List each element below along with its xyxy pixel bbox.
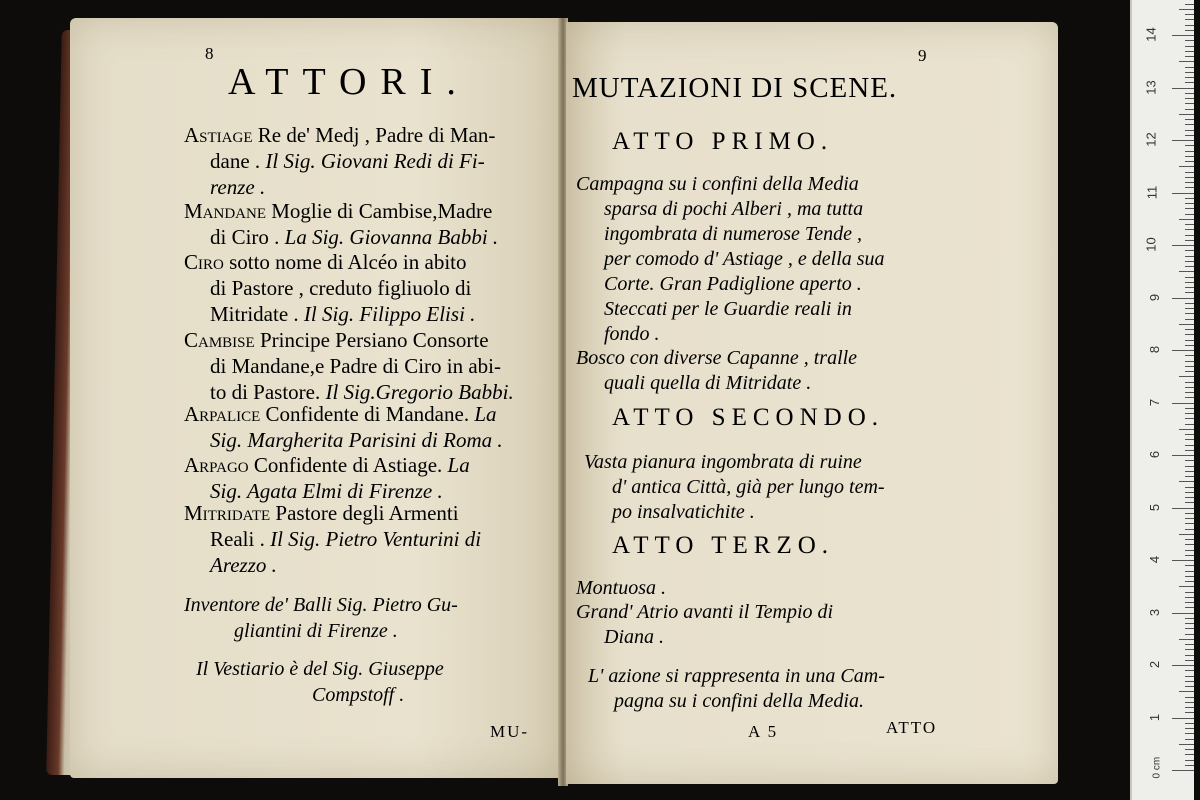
cast-entry xyxy=(184,198,554,250)
ruler-tick xyxy=(1185,408,1194,409)
ruler-tick xyxy=(1185,14,1194,15)
scene-first-line: Montuosa . xyxy=(576,577,666,599)
credit-dances xyxy=(184,592,624,644)
ruler-tick xyxy=(1185,565,1194,566)
cast-entry-line: Mitridate . Il Sig. Filippo Elisi . xyxy=(210,302,476,326)
ruler-tick xyxy=(1185,77,1194,78)
ruler-tick xyxy=(1185,460,1194,461)
ruler-tick xyxy=(1185,434,1194,435)
cast-entry-line: Sig. Margherita Parisini di Roma . xyxy=(210,428,503,452)
ruler-tick xyxy=(1185,576,1194,577)
scene-first-line: Bosco con diverse Capanne , tralle xyxy=(576,347,858,369)
ruler-tick xyxy=(1179,271,1194,272)
character-description: sotto nome di Alcéo in abito xyxy=(223,250,467,274)
ruler-tick xyxy=(1172,350,1194,351)
ruler-tick xyxy=(1179,586,1194,587)
ruler-tick xyxy=(1185,733,1194,734)
ruler-number: 9 xyxy=(1146,293,1162,301)
right-catchword: ATTO xyxy=(886,718,938,737)
ruler-tick xyxy=(1185,103,1194,104)
ruler-tick xyxy=(1172,560,1194,561)
ruler-tick xyxy=(1179,534,1194,535)
ruler-tick xyxy=(1185,581,1194,582)
cast-entry-first-line xyxy=(184,327,554,353)
ruler-tick xyxy=(1185,502,1194,503)
ruler-number: 3 xyxy=(1146,608,1162,616)
left-catchword: MU- xyxy=(490,722,530,741)
cast-entry xyxy=(184,452,554,504)
ruler-tick xyxy=(1185,4,1194,5)
ruler-tick xyxy=(1185,649,1194,650)
scene-first-line: Grand' Atrio avanti il Tempio di xyxy=(576,601,834,623)
ruler-tick xyxy=(1185,697,1194,698)
ruler-tick xyxy=(1185,754,1194,755)
ruler-tick xyxy=(1185,450,1194,451)
ruler-tick xyxy=(1179,639,1194,640)
cast-entry-line: Sig. Agata Elmi di Firenze . xyxy=(210,479,443,503)
ruler-tick xyxy=(1185,203,1194,204)
scene-line: quali quella di Mitridate . xyxy=(604,372,812,394)
ruler-number: 5 xyxy=(1146,503,1162,511)
ruler-tick xyxy=(1185,161,1194,162)
character-name: Mandane xyxy=(184,199,266,223)
character-name: Astiage xyxy=(184,123,253,147)
scene-line: d' antica Città, già per lungo tem- xyxy=(612,476,885,498)
scene-description xyxy=(576,172,885,347)
right-heading: MUTAZIONI DI SCENE. xyxy=(572,72,898,104)
act-title: ATTO PRIMO. xyxy=(612,128,834,155)
ruler-tick xyxy=(1185,208,1194,209)
cast-entry-line: Arezzo . xyxy=(210,553,277,577)
ruler-tick xyxy=(1185,371,1194,372)
scene-line: sparsa di pochi Alberi , ma tutta xyxy=(604,198,864,220)
ruler-tick xyxy=(1185,392,1194,393)
ruler-tick xyxy=(1185,282,1194,283)
ruler-tick xyxy=(1185,686,1194,687)
ruler-tick xyxy=(1185,145,1194,146)
ruler-tick xyxy=(1179,481,1194,482)
credit-costumes-line1: Il Vestiario è del Sig. Giuseppe xyxy=(196,658,444,680)
cast-entry xyxy=(184,249,554,327)
ruler-tick xyxy=(1185,518,1194,519)
cast-entry-line: renze . xyxy=(210,175,266,199)
ruler-tick xyxy=(1185,303,1194,304)
ruler-tick xyxy=(1185,240,1194,241)
ruler-tick xyxy=(1185,634,1194,635)
ruler-number: 2 xyxy=(1146,660,1162,669)
ruler-tick xyxy=(1185,19,1194,20)
character-name: Arpago xyxy=(184,453,249,477)
ruler-tick xyxy=(1185,182,1194,183)
ruler-tick xyxy=(1185,313,1194,314)
ruler-tick xyxy=(1185,25,1194,26)
ruler-tick xyxy=(1185,397,1194,398)
ruler-tick xyxy=(1185,198,1194,199)
ruler-tick xyxy=(1185,602,1194,603)
character-name: Ciro xyxy=(184,250,224,274)
ruler-tick xyxy=(1179,324,1194,325)
ruler-tick xyxy=(1185,702,1194,703)
ruler-tick xyxy=(1185,329,1194,330)
ruler-tick xyxy=(1185,72,1194,73)
ruler-tick xyxy=(1185,497,1194,498)
credit-dances-line1: Inventore de' Balli Sig. Pietro Gu- xyxy=(184,594,458,616)
credit-costumes-line2: Compstoff . xyxy=(312,684,405,706)
ruler-tick xyxy=(1185,439,1194,440)
cast-entry-first-line xyxy=(184,198,554,224)
character-description: Pastore degli Armenti xyxy=(270,501,459,525)
cast-entry xyxy=(184,500,554,578)
ruler-tick xyxy=(1185,261,1194,262)
ruler-tick xyxy=(1185,340,1194,341)
character-description: Re de' Medj , Padre di Man- xyxy=(252,123,496,147)
measuring-ruler xyxy=(1130,0,1194,800)
ruler-tick xyxy=(1185,51,1194,52)
cast-entry-line: di Mandane,e Padre di Ciro in abi- xyxy=(210,354,502,378)
character-description: Moglie di Cambise,Madre xyxy=(266,199,493,223)
ruler-tick xyxy=(1185,172,1194,173)
ruler-tick xyxy=(1185,235,1194,236)
setting-note-line2: pagna su i confini della Media. xyxy=(614,690,864,712)
cast-entry-line: di Pastore , creduto figliuolo di xyxy=(210,276,472,300)
ruler-tick xyxy=(1185,40,1194,41)
cast-entry-first-line xyxy=(184,122,554,148)
ruler-tick xyxy=(1185,151,1194,152)
cast-entry-first-line xyxy=(184,452,554,478)
ruler-tick xyxy=(1185,345,1194,346)
ruler-tick xyxy=(1172,455,1194,456)
ruler-tick xyxy=(1179,691,1194,692)
ruler-tick xyxy=(1185,618,1194,619)
ruler-tick xyxy=(1185,413,1194,414)
ruler-tick xyxy=(1172,665,1194,666)
scene-description xyxy=(576,576,666,601)
ruler-tick xyxy=(1172,140,1194,141)
ruler-tick xyxy=(1172,770,1194,771)
ruler-tick xyxy=(1185,471,1194,472)
character-name: Cambise xyxy=(184,328,255,352)
ruler-tick xyxy=(1185,555,1194,556)
ruler-tick xyxy=(1185,760,1194,761)
ruler-tick xyxy=(1185,523,1194,524)
right-page-number: 9 xyxy=(918,46,927,65)
cast-entry xyxy=(184,401,554,453)
ruler-tick xyxy=(1185,418,1194,419)
setting-note-line1: L' azione si rappresenta in una Cam- xyxy=(588,665,885,687)
ruler-tick xyxy=(1185,487,1194,488)
ruler-tick xyxy=(1185,130,1194,131)
ruler-tick xyxy=(1172,403,1194,404)
ruler-tick xyxy=(1185,30,1194,31)
ruler-tick xyxy=(1172,508,1194,509)
ruler-tick xyxy=(1185,119,1194,120)
ruler-tick xyxy=(1185,266,1194,267)
ruler-tick xyxy=(1185,539,1194,540)
ruler-unit: 0 cm xyxy=(1151,756,1163,779)
ruler-tick xyxy=(1185,644,1194,645)
ruler-tick xyxy=(1179,744,1194,745)
cast-entry-line: di Ciro . La Sig. Giovanna Babbi . xyxy=(210,225,499,249)
ruler-tick xyxy=(1185,334,1194,335)
signature-mark: A 5 xyxy=(748,722,779,741)
ruler-tick xyxy=(1185,513,1194,514)
ruler-number: 11 xyxy=(1143,185,1159,199)
scene-line: Corte. Gran Padiglione aperto . xyxy=(604,273,862,295)
scene-line: po insalvatichite . xyxy=(612,501,755,523)
ruler-number: 10 xyxy=(1143,237,1159,252)
ruler-number: 4 xyxy=(1146,555,1162,564)
character-name: Mitridate xyxy=(184,501,271,525)
cast-entry-first-line xyxy=(184,249,554,275)
cast-entry-first-line xyxy=(184,401,554,427)
ruler-tick xyxy=(1185,319,1194,320)
scene-line: fondo . xyxy=(604,323,660,345)
ruler-tick xyxy=(1185,355,1194,356)
ruler-tick xyxy=(1185,256,1194,257)
ruler-tick xyxy=(1185,707,1194,708)
ruler-tick xyxy=(1185,749,1194,750)
ruler-tick xyxy=(1185,109,1194,110)
ruler-tick xyxy=(1185,292,1194,293)
ruler-number: 8 xyxy=(1146,345,1162,354)
cast-entry xyxy=(184,327,554,405)
ruler-tick xyxy=(1185,765,1194,766)
ruler-tick xyxy=(1185,93,1194,94)
scene-line: Diana . xyxy=(604,626,664,648)
ruler-tick xyxy=(1185,366,1194,367)
act-title: ATTO TERZO. xyxy=(612,532,835,559)
ruler-tick xyxy=(1172,298,1194,299)
ruler-tick xyxy=(1185,670,1194,671)
left-heading: ATTORI. xyxy=(228,61,470,103)
ruler-tick xyxy=(1179,9,1194,10)
ruler-tick xyxy=(1185,628,1194,629)
ruler-tick xyxy=(1179,376,1194,377)
ruler-tick xyxy=(1185,445,1194,446)
ruler-tick xyxy=(1185,466,1194,467)
ruler-tick xyxy=(1185,361,1194,362)
character-description: Confidente di Astiage. La xyxy=(248,453,470,477)
cast-entry xyxy=(184,122,554,200)
ruler-tick xyxy=(1185,277,1194,278)
ruler-tick xyxy=(1185,550,1194,551)
ruler-tick xyxy=(1179,61,1194,62)
ruler-tick xyxy=(1185,177,1194,178)
ruler-tick xyxy=(1185,655,1194,656)
ruler-tick xyxy=(1172,613,1194,614)
ruler-tick xyxy=(1185,250,1194,251)
ruler-tick xyxy=(1185,224,1194,225)
ruler-number: 12 xyxy=(1143,132,1159,147)
character-description: Confidente di Mandane. La xyxy=(260,402,497,426)
ruler-tick xyxy=(1185,308,1194,309)
ruler-tick xyxy=(1185,46,1194,47)
ruler-tick xyxy=(1185,676,1194,677)
scene-line: per comodo d' Astiage , e della sua xyxy=(604,248,885,270)
ruler-number: 7 xyxy=(1146,398,1162,406)
credit-dances-line2: gliantini di Firenze . xyxy=(234,620,398,642)
scene-line: ingombrata di numerose Tende , xyxy=(604,223,862,245)
ruler-tick xyxy=(1179,114,1194,115)
ruler-tick xyxy=(1185,98,1194,99)
ruler-tick xyxy=(1185,287,1194,288)
ruler-tick xyxy=(1185,529,1194,530)
ruler-tick xyxy=(1185,387,1194,388)
ruler-tick xyxy=(1185,739,1194,740)
ruler-tick xyxy=(1179,166,1194,167)
ruler-tick xyxy=(1185,728,1194,729)
ruler-tick xyxy=(1185,681,1194,682)
cast-entry-first-line xyxy=(184,500,554,526)
ruler-tick xyxy=(1172,245,1194,246)
ruler-tick xyxy=(1185,607,1194,608)
ruler-tick xyxy=(1185,597,1194,598)
cast-entry-line: dane . Il Sig. Giovani Redi di Fi- xyxy=(210,149,485,173)
ruler-tick xyxy=(1179,429,1194,430)
ruler-tick xyxy=(1172,35,1194,36)
scene-line: Steccati per le Guardie reali in xyxy=(604,298,852,320)
ruler-tick xyxy=(1185,424,1194,425)
scene-first-line: Vasta pianura ingombrata di ruine xyxy=(584,451,862,473)
ruler-tick xyxy=(1185,156,1194,157)
ruler-tick xyxy=(1185,214,1194,215)
ruler-tick xyxy=(1185,187,1194,188)
ruler-tick xyxy=(1185,382,1194,383)
ruler-tick xyxy=(1179,219,1194,220)
ruler-tick xyxy=(1185,544,1194,545)
ruler-tick xyxy=(1172,88,1194,89)
left-page-number: 8 xyxy=(205,44,214,63)
scene-description xyxy=(576,600,833,650)
ruler-tick xyxy=(1185,229,1194,230)
ruler-tick xyxy=(1185,492,1194,493)
ruler-tick xyxy=(1172,193,1194,194)
ruler-tick xyxy=(1185,571,1194,572)
ruler-tick xyxy=(1185,660,1194,661)
ruler-number: 14 xyxy=(1143,27,1159,42)
scene-first-line: Campagna su i confini della Media xyxy=(576,173,859,195)
ruler-tick xyxy=(1185,135,1194,136)
ruler-number: 13 xyxy=(1143,79,1159,95)
scene-description xyxy=(576,346,857,396)
ruler-tick xyxy=(1185,56,1194,57)
character-description: Principe Persiano Consorte xyxy=(254,328,489,352)
ruler-tick xyxy=(1185,67,1194,68)
ruler-tick xyxy=(1172,718,1194,719)
cast-entry-line: Reali . Il Sig. Pietro Venturini di xyxy=(210,527,482,551)
cast-entry-line: to di Pastore. Il Sig.Gregorio Babbi. xyxy=(210,380,514,404)
ruler-tick xyxy=(1185,476,1194,477)
ruler-tick xyxy=(1185,592,1194,593)
act-title: ATTO SECONDO. xyxy=(612,404,884,431)
ruler-tick xyxy=(1185,712,1194,713)
ruler-tick xyxy=(1185,623,1194,624)
credit-costumes xyxy=(196,656,636,708)
ruler-tick xyxy=(1185,723,1194,724)
ruler-tick xyxy=(1185,82,1194,83)
setting-note xyxy=(588,664,885,714)
scene-description xyxy=(584,450,885,525)
character-name: Arpalice xyxy=(184,402,261,426)
ruler-number: 6 xyxy=(1146,450,1162,459)
ruler-number: 1 xyxy=(1146,713,1162,721)
ruler-tick xyxy=(1185,124,1194,125)
